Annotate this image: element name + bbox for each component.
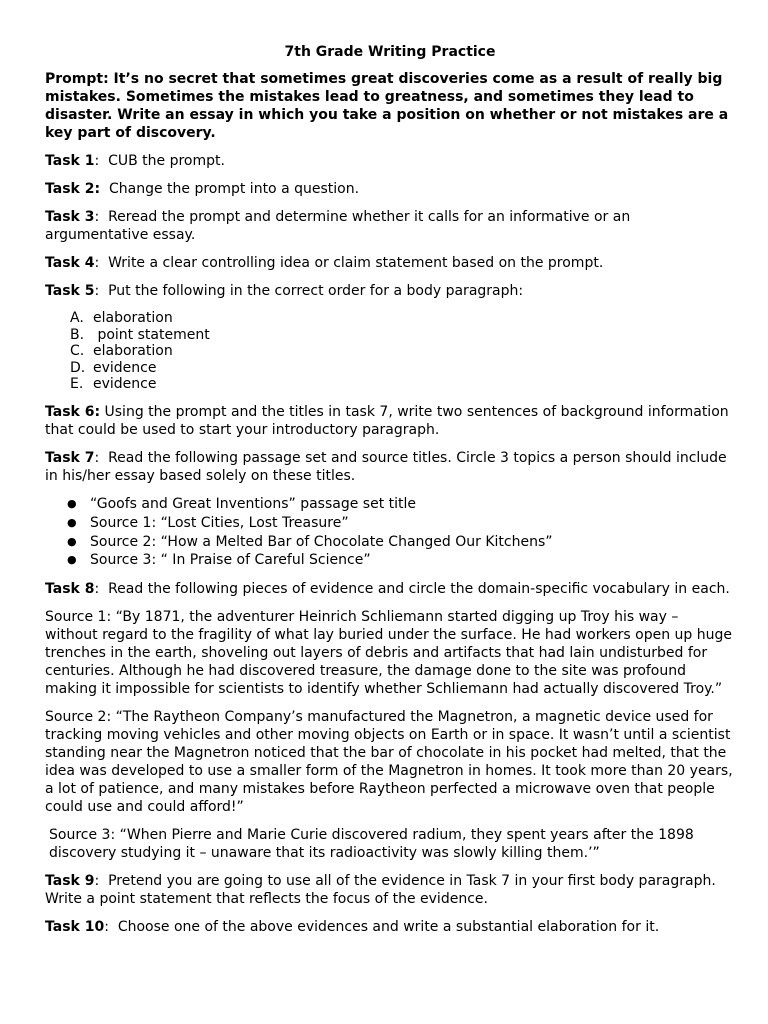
task-separator: : bbox=[94, 209, 109, 225]
task-separator bbox=[100, 181, 109, 197]
task-6 bbox=[45, 403, 735, 439]
list-item-text: evidence bbox=[93, 359, 157, 376]
task-label: Task 2: bbox=[45, 181, 101, 197]
task-3 bbox=[45, 208, 735, 244]
task-label: Task 3 bbox=[45, 209, 95, 225]
task-7 bbox=[45, 449, 735, 485]
prompt-text: Prompt: It’s no secret that sometimes great discoveries come as a result of really big mistakes. Sometimes the mistakes lead to greatness, and sometimes they lead to disaster. Write an essay in which you take a position on whether or not mistakes are a key part of discovery. bbox=[45, 71, 729, 141]
list-item bbox=[70, 343, 735, 360]
list-item bbox=[67, 495, 735, 514]
task-label: Task 5 bbox=[45, 283, 95, 299]
task-label: Task 7 bbox=[45, 449, 95, 466]
list-item bbox=[70, 310, 735, 327]
bullet-dot-icon: ● bbox=[67, 534, 77, 548]
list-item-text: evidence bbox=[93, 376, 157, 393]
task-text: Choose one of the above evidences and write a substantial elaboration for it. bbox=[117, 919, 660, 936]
task-text: Reread the prompt and determine whether it calls for an informative or an argumentative essay. bbox=[45, 209, 631, 243]
task-separator: : bbox=[94, 581, 109, 598]
list-item bbox=[70, 360, 735, 377]
list-item-text: Source 1: “Lost Cities, Lost Treasure” bbox=[90, 514, 349, 531]
task-text: Pretend you are going to use all of the evidence in Task 7 in your first body paragraph. Write a point statement that reflects the focus of the evidence. bbox=[45, 873, 716, 908]
task-separator: : bbox=[94, 873, 109, 890]
worksheet-content bbox=[45, 43, 735, 946]
list-item bbox=[67, 551, 735, 570]
list-item bbox=[70, 376, 735, 393]
task-label: Task 4 bbox=[45, 255, 95, 271]
list-letter: D. bbox=[70, 359, 86, 376]
bullet-dot-icon: ● bbox=[67, 496, 77, 510]
task-text: Write a clear controlling idea or claim statement based on the prompt. bbox=[108, 255, 604, 271]
task-text: CUB the prompt. bbox=[108, 153, 225, 169]
task-5 bbox=[45, 282, 735, 300]
task-10 bbox=[45, 918, 735, 936]
task-label: Task 8 bbox=[45, 581, 95, 598]
task-text: Read the following pieces of evidence and circle the domain-specific vocabulary in each. bbox=[108, 581, 730, 598]
task-label: Task 9 bbox=[45, 873, 95, 890]
list-letter: A. bbox=[70, 310, 84, 326]
list-item-text: Source 3: “ In Praise of Careful Science” bbox=[90, 552, 371, 569]
list-item-text: point statement bbox=[93, 326, 210, 343]
task-text: Using the prompt and the titles in task 7, write two sentences of background information that could be used to start your introductory paragraph. bbox=[45, 403, 729, 438]
task-2 bbox=[45, 180, 735, 198]
bullet-dot-icon: ● bbox=[67, 515, 77, 529]
list-item-text: “Goofs and Great Inventions” passage set title bbox=[90, 495, 417, 512]
list-item bbox=[67, 533, 735, 552]
list-item bbox=[67, 514, 735, 533]
list-letter: E. bbox=[70, 376, 84, 393]
task-separator: : bbox=[94, 153, 109, 169]
page-title: 7th Grade Writing Practice bbox=[284, 44, 496, 60]
task-7-list bbox=[45, 495, 735, 570]
source-1-paragraph: Source 1: “By 1871, the adventurer Heinrich Schliemann started digging up Troy his way – without regard to the fragility of what lay buried under the surface. He had workers open up huge trenches in the earth, shoveling out layers of debris and artifacts that had lain undisturbed for centuries. Although he had discovered treasure, the damage done to the site was profound making it impossible for scientists to identify whether Schliemann had actually discovered Troy.” bbox=[45, 609, 733, 698]
list-letter: B. bbox=[70, 326, 85, 343]
source-2-paragraph: Source 2: “The Raytheon Company’s manufactured the Magnetron, a magnetic device used for tracking moving vehicles and other moving objects on Earth or in space. It wasn’t until a scientist standing near the Magnetron noticed that the bar of chocolate in his pocket had melted, that the idea was developed to use a smaller form of the Magnetron in homes. It took more than 20 years, a lot of patience, and many mistakes before Raytheon perfected a microwave oven that people could use and could afford!” bbox=[45, 709, 733, 816]
task-4 bbox=[45, 254, 735, 272]
list-item bbox=[70, 327, 735, 344]
list-item-text: elaboration bbox=[93, 343, 173, 360]
task-label: Task 10 bbox=[45, 919, 105, 936]
task-separator: : bbox=[104, 919, 118, 936]
task-separator: : bbox=[94, 255, 109, 271]
source-3-paragraph: Source 3: “When Pierre and Marie Curie discovered radium, they spent years after the 1898 discovery studying it – unaware that its radioactivity was slowly killing them.’” bbox=[49, 827, 694, 862]
task-label: Task 1 bbox=[45, 153, 95, 169]
list-item-text: Source 2: “How a Melted Bar of Chocolate Changed Our Kitchens” bbox=[90, 533, 553, 550]
task-text: Put the following in the correct order for a body paragraph: bbox=[108, 283, 524, 299]
task-text: Read the following passage set and source titles. Circle 3 topics a person should include in his/her essay based solely on these titles. bbox=[45, 449, 727, 484]
task-label: Task 6: bbox=[45, 403, 101, 420]
bullet-dot-icon: ● bbox=[67, 553, 77, 567]
list-item-text: elaboration bbox=[93, 310, 173, 326]
list-letter: C. bbox=[70, 343, 85, 360]
task-separator: : bbox=[94, 449, 109, 466]
task-9 bbox=[45, 872, 735, 908]
task-8 bbox=[45, 580, 735, 598]
task-1 bbox=[45, 152, 735, 170]
task-separator: : bbox=[94, 283, 109, 299]
task-text: Change the prompt into a question. bbox=[108, 181, 360, 197]
task-5-list bbox=[45, 310, 735, 393]
